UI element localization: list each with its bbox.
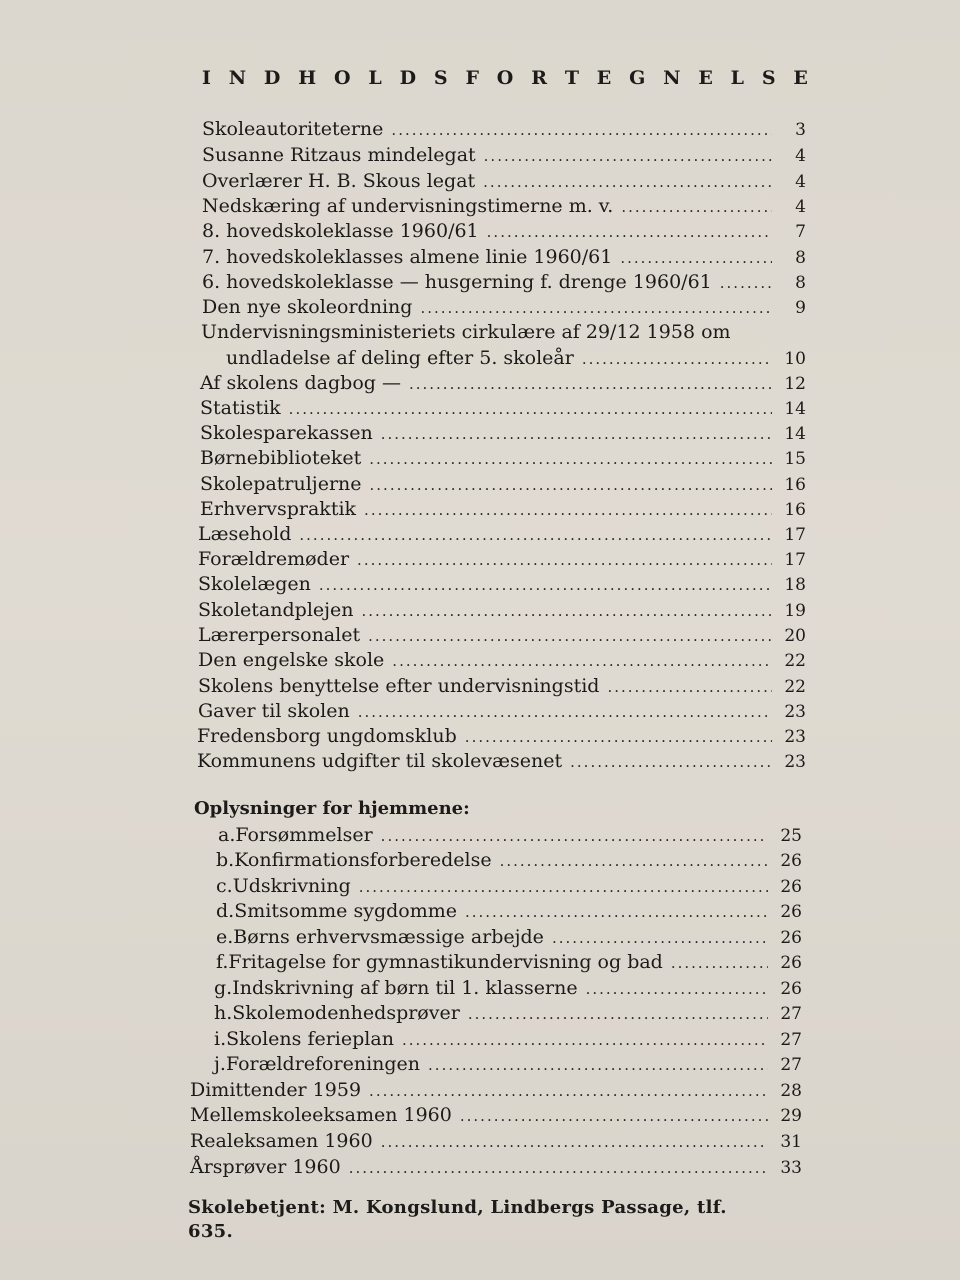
toc-entry — [202, 194, 806, 219]
toc-page-number: 23 — [784, 702, 806, 722]
toc-page-number: 22 — [784, 651, 806, 671]
toc-page-number: 3 — [795, 120, 806, 140]
toc-page-number: 29 — [780, 1106, 802, 1126]
dot-leader — [381, 824, 768, 848]
toc-entry-title: Udskrivning — [232, 875, 351, 897]
toc-sub-letter: e. — [216, 926, 234, 948]
page-title-letter: I — [202, 67, 211, 89]
dot-leader — [299, 523, 772, 547]
toc-entry-title: 7. hovedskoleklasses almene linie 1960/61 — [202, 246, 613, 268]
toc-entry-title: Skoleautoriteterne — [202, 118, 384, 140]
toc-sub-letter: a. — [218, 824, 236, 846]
page-title-letter: S — [433, 67, 448, 89]
dot-leader — [289, 397, 772, 421]
toc-sub-entry — [216, 848, 802, 873]
dot-leader — [487, 220, 772, 244]
toc-sub-letter: d. — [216, 900, 235, 922]
dot-leader — [483, 170, 772, 194]
toc-entry-title: Kommunens udgifter til skolevæsenet — [197, 750, 563, 772]
toc-page-number: 14 — [784, 399, 806, 419]
page-title-letter: D — [399, 67, 417, 89]
page-title-letter: O — [496, 67, 514, 89]
toc-page-number: 9 — [795, 298, 806, 318]
toc-entry-title: Realeksamen 1960 — [190, 1130, 373, 1152]
dot-leader — [428, 1053, 768, 1077]
toc-entry-title: Mellemskoleeksamen 1960 — [190, 1104, 452, 1126]
toc-entry — [202, 169, 806, 194]
toc-entry-title: Lærerpersonalet — [198, 624, 361, 646]
dot-leader — [484, 144, 772, 168]
toc-sub-entry — [214, 1027, 802, 1052]
page-title-letter: E — [793, 67, 808, 89]
toc-entry-title: Overlærer H. B. Skous legat — [202, 170, 476, 192]
toc-page-number: 26 — [780, 979, 802, 999]
toc-entry — [202, 143, 806, 168]
toc-page-number: 4 — [795, 197, 806, 217]
toc-entry — [202, 219, 806, 244]
toc-sub-letter: b. — [216, 849, 235, 871]
toc-entry-continued: Undervisningsministeriets cirkulære af 29/12 1958 om — [201, 321, 731, 343]
toc-page-number: 27 — [780, 1004, 802, 1024]
dot-leader — [369, 1079, 768, 1103]
toc-entry — [200, 497, 806, 522]
toc-entry — [190, 1103, 802, 1128]
toc-sub-letter: f. — [216, 951, 229, 973]
toc-page-number: 18 — [784, 575, 806, 595]
toc-entry — [198, 572, 806, 597]
dot-leader — [362, 599, 772, 623]
toc-sub-letter: h. — [214, 1002, 233, 1024]
dot-leader — [500, 849, 768, 873]
page-title-letter: N — [228, 67, 247, 89]
dot-leader — [570, 750, 772, 774]
toc-entry-title: Skolemodenhedsprøver — [232, 1002, 460, 1024]
toc-page-number: 33 — [780, 1158, 802, 1178]
toc-entry — [190, 1129, 802, 1154]
toc-sub-letter: i. — [214, 1028, 227, 1050]
toc-sub-entry — [214, 976, 802, 1001]
toc-page-number: 22 — [784, 677, 806, 697]
footer-note: Skolebetjent: M. Kongslund, Lindbergs Passage, tlf. 635. — [188, 1197, 727, 1242]
toc-entry-title: Susanne Ritzaus mindelegat — [202, 144, 476, 166]
toc-entry — [198, 674, 806, 699]
dot-leader — [460, 1104, 768, 1128]
toc-page-number: 4 — [795, 172, 806, 192]
toc-page-number: 25 — [780, 826, 802, 846]
toc-entry — [202, 245, 806, 270]
dot-leader — [409, 372, 772, 396]
toc-entry — [200, 421, 806, 446]
toc-entry — [190, 1078, 802, 1103]
page-title-letter: D — [263, 67, 281, 89]
dot-leader — [358, 700, 772, 724]
toc-sub-entry — [214, 1052, 802, 1077]
toc-entry-title: undladelse af deling efter 5. skoleår — [226, 347, 574, 369]
toc-entry-title: Børnebiblioteket — [200, 447, 362, 469]
toc-page-number: 17 — [784, 550, 806, 570]
dot-leader — [392, 649, 772, 673]
toc-entry-title: Af skolens dagbog — — [200, 372, 401, 394]
toc-entry-title: Fredensborg ungdomsklub — [197, 725, 457, 747]
section-heading: Oplysninger for hjemmene: — [194, 798, 470, 819]
toc-sub-entry — [216, 950, 802, 975]
toc-entry — [202, 117, 806, 142]
toc-entry-title: Fritagelse for gymnastikundervisning og bad — [228, 951, 663, 973]
dot-leader — [465, 900, 768, 924]
toc-page-number: 19 — [784, 601, 806, 621]
page-title-letter: L — [368, 67, 382, 89]
toc-page-number: 10 — [784, 349, 806, 369]
toc-page-number: 26 — [780, 928, 802, 948]
toc-entry-title: Skolepatruljerne — [200, 473, 362, 495]
toc-entry-title: Den nye skoleordning — [202, 296, 413, 318]
dot-leader — [357, 548, 772, 572]
toc-page-number: 16 — [784, 500, 806, 520]
toc-entry — [198, 598, 806, 623]
toc-entry-title: Konfirmationsforberedelse — [234, 849, 492, 871]
dot-leader — [465, 725, 772, 749]
toc-sub-entry — [216, 899, 802, 924]
toc-entry-title: Skolesparekassen — [200, 422, 373, 444]
toc-entry-title: Læsehold — [198, 523, 292, 545]
toc-page-number: 20 — [784, 626, 806, 646]
toc-entry-title: Erhvervspraktik — [200, 498, 357, 520]
toc-entry-title: Gaver til skolen — [198, 700, 350, 722]
toc-sub-letter: g. — [214, 977, 233, 999]
page-title-letter: E — [698, 67, 713, 89]
toc-entry-title: Nedskæring af undervisningstimerne m. v. — [202, 195, 614, 217]
toc-page-number: 26 — [780, 902, 802, 922]
toc-entry-title: Smitsomme sygdomme — [234, 900, 457, 922]
toc-entry-title: Statistik — [200, 397, 281, 419]
dot-leader — [620, 246, 772, 270]
toc-page-number: 4 — [795, 146, 806, 166]
page-title-letter: S — [761, 67, 776, 89]
toc-page-number: 17 — [784, 525, 806, 545]
toc-page-number: 26 — [780, 877, 802, 897]
toc-entry — [202, 270, 806, 295]
toc-entry-title: Børns erhvervsmæssige arbejde — [233, 926, 544, 948]
dot-leader — [381, 1130, 768, 1154]
toc-entry — [198, 547, 806, 572]
toc-page-number: 23 — [784, 727, 806, 747]
toc-entry — [197, 724, 806, 749]
dot-leader — [319, 573, 772, 597]
toc-page-number: 26 — [780, 851, 802, 871]
toc-entry — [226, 346, 806, 371]
toc-page-number: 16 — [784, 475, 806, 495]
toc-page-number: 15 — [784, 449, 806, 469]
toc-entry-title: Forældremøder — [198, 548, 350, 570]
toc-page-number: 12 — [784, 374, 806, 394]
toc-sub-entry — [216, 925, 802, 950]
toc-entry-title: Skolens benyttelse efter undervisningstid — [198, 675, 600, 697]
toc-sub-entry — [218, 823, 802, 848]
page-title-letter: T — [564, 67, 579, 89]
toc-page-number: 31 — [780, 1132, 802, 1152]
dot-leader — [402, 1028, 768, 1052]
toc-page-number: 7 — [795, 222, 806, 242]
dot-leader — [582, 347, 772, 371]
dot-leader — [586, 977, 768, 1001]
toc-entry-title: Dimittender 1959 — [190, 1079, 362, 1101]
dot-leader — [671, 951, 768, 975]
toc-entry — [197, 749, 806, 774]
dot-leader — [468, 1002, 768, 1026]
toc-entry — [200, 472, 806, 497]
dot-leader — [368, 624, 772, 648]
page-title-letter: O — [334, 67, 351, 89]
toc-page-number: 28 — [780, 1081, 802, 1101]
toc-sub-letter: j. — [214, 1053, 226, 1075]
dot-leader — [720, 271, 772, 295]
toc-entry — [198, 699, 806, 724]
toc-page-number: 27 — [780, 1055, 802, 1075]
page-title-letter: R — [531, 67, 547, 89]
page-title-letter: E — [596, 67, 612, 89]
dot-leader — [391, 118, 772, 142]
toc-sub-entry — [216, 874, 802, 899]
dot-leader — [420, 296, 772, 320]
dot-leader — [607, 675, 772, 699]
toc-entry-title: 6. hovedskoleklasse — husgerning f. drenge 1960/61 — [202, 271, 712, 293]
toc-entry — [198, 648, 806, 673]
page-title-letter: G — [629, 67, 646, 89]
toc-page-number: 14 — [784, 424, 806, 444]
page-title-letter: N — [663, 67, 681, 89]
toc-page-number: 8 — [795, 248, 806, 268]
dot-leader — [349, 1156, 768, 1180]
dot-leader — [364, 498, 772, 522]
toc-entry — [200, 396, 806, 421]
toc-entry-title: 8. hovedskoleklasse 1960/61 — [202, 220, 479, 242]
toc-page-number: 26 — [780, 953, 802, 973]
toc-entry — [200, 446, 806, 471]
toc-entry — [198, 623, 806, 648]
toc-page-number: 8 — [795, 273, 806, 293]
toc-entry-title: Skolens ferieplan — [226, 1028, 394, 1050]
toc-page-number: 23 — [784, 752, 806, 772]
dot-leader — [369, 447, 772, 471]
toc-page-number: 27 — [780, 1030, 802, 1050]
dot-leader — [381, 422, 772, 446]
toc-sub-entry — [214, 1001, 802, 1026]
toc-entry-title: Årsprøver 1960 — [190, 1156, 341, 1178]
page-title-letter: F — [465, 67, 479, 89]
toc-entry — [190, 1155, 802, 1180]
toc-entry — [198, 522, 806, 547]
dot-leader — [621, 195, 772, 219]
dot-leader — [370, 473, 772, 497]
dot-leader — [359, 875, 768, 899]
toc-sub-letter: c. — [216, 875, 233, 897]
toc-entry-title: Forældreforeningen — [225, 1053, 421, 1075]
toc-entry-title: Skoletandplejen — [198, 599, 354, 621]
dot-leader — [552, 926, 768, 950]
toc-entry — [202, 295, 806, 320]
toc-entry-title: Indskrivning af børn til 1. klasserne — [232, 977, 578, 999]
toc-entry-title: Forsømmelser — [235, 824, 373, 846]
toc-entry-title: Den engelske skole — [198, 649, 385, 671]
toc-entry — [200, 371, 806, 396]
page-title-letter: L — [730, 67, 745, 89]
toc-entry-title: Skolelægen — [198, 573, 311, 595]
page-title-letter: H — [298, 67, 317, 89]
